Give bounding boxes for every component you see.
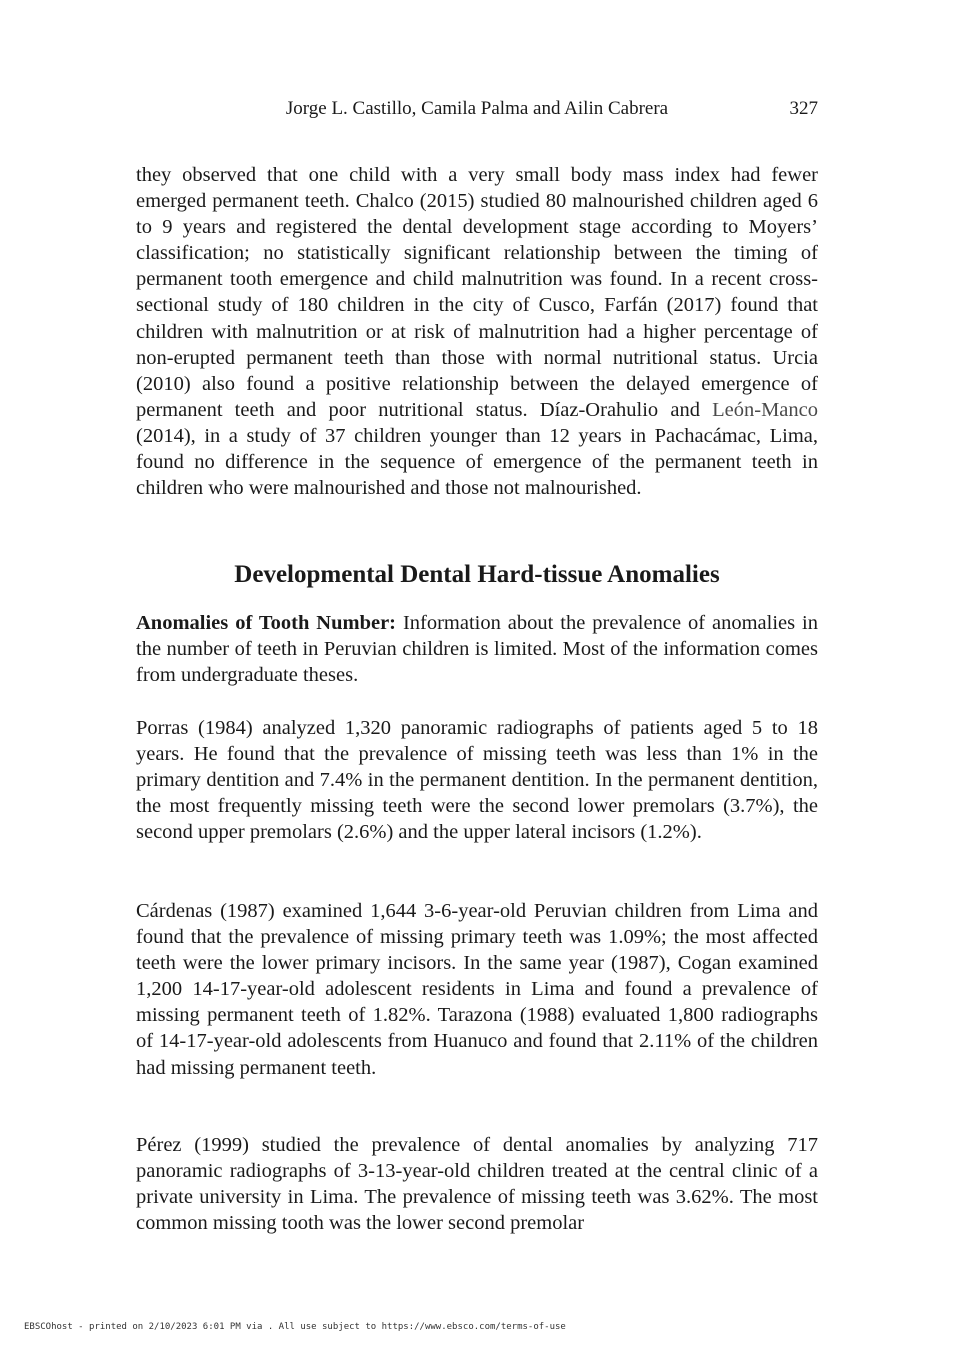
running-header-authors: Jorge L. Castillo, Camila Palma and Ailin Cabrera [285,98,669,119]
section-heading: Developmental Dental Hard-tissue Anomalies [234,561,720,588]
ebscohost-footer-note: EBSCOhost - printed on 2/10/2023 6:01 PM via . All use subject to https://www.ebsco.com/terms-of-use [24,1322,566,1332]
paragraph-text-continued: (2014), in a study of 37 children younger than 12 years in Pachacámac, Lima, found no difference in the sequence of emergence of the permanent teeth in children who were malnourished and those not malnourished. [136,424,818,500]
paragraph-anomalies-tooth-number [136,610,818,688]
paragraph-perez-study: Pérez (1999) studied the prevalence of dental anomalies by analyzing 717 panoramic radiographs of 3-13-year-old children treated at the central clinic of a private university in Lima. The prevalence of missing teeth was 3.62%. The most common missing tooth was the lower second premolar [136,1134,818,1235]
run-in-heading: Anomalies of Tooth Number: [136,612,397,634]
paragraph-text: Information about the prevalence of anomalies in the number of teeth in Peruvian children is limited. Most of the information comes from undergraduate theses. [136,612,819,687]
running-header [136,97,818,121]
highlighted-author-name: León-Manco [712,398,818,421]
paragraph-cardenas-study: Cárdenas (1987) examined 1,644 3-6-year-old Peruvian children from Lima and found that the prevalence of missing primary teeth was 1.09%; the most affected teeth were the lower primary incisors. In the same year (1987), Cogan examined 1,200 14-17-year-old adolescent residents in Lima and found a prevalence of missing permanent teeth of 1.82%. Tarazona (1988) evaluated 1,800 radiographs of 14-17-year-old adolescents from Huanuco and found that 2.11% of the children had missing permanent teeth. [136,900,818,1079]
page-number: 327 [789,98,818,119]
paragraph-text: they observed that one child with a very small body mass index had fewer emerged permanent teeth. Chalco (2015) studied 80 malnourished children aged 6 to 9 years and registered the dental development stage according to Moyers’ classification; no statistically significant relationship between the timing of permanent tooth emergence and child malnutrition was found. In a recent cross-sectional study of 180 children in the city of Cusco, Farfán (2017) found that children with malnutrition or at risk of malnutrition had a higher percentage of non-erupted permanent teeth than those with normal nutritional status. Urcia (2010) also found a positive relationship between the delayed emergence of permanent teeth and poor nutritional status. Díaz-Orahulio and [136,164,818,421]
paragraph-porras-study: Porras (1984) analyzed 1,320 panoramic radiographs of patients aged 5 to 18 years. He found that the prevalence of missing teeth was less than 1% in the primary dentition and 7.4% in the permanent dentition. In the permanent dentition, the most frequently missing teeth were the second lower premolars (3.7%), the second upper premolars (2.6%) and the upper lateral incisors (1.2%). [136,717,818,844]
paragraph-malnutrition-emergence [136,162,818,501]
